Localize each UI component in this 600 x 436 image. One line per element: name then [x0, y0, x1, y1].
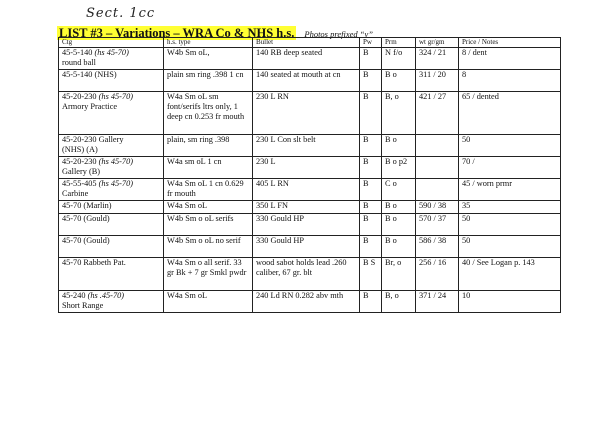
ctg-subline: Short Range — [62, 301, 104, 310]
cell-prm: B o — [382, 236, 416, 258]
cell-prm: B, o — [382, 92, 416, 135]
ctg-value: 45-55-405 — [62, 179, 97, 188]
cell-ctg — [59, 291, 164, 313]
ctg-value: 45-70 (Gould) — [62, 214, 110, 223]
cell-bullet: 230 L Con slt belt — [253, 135, 360, 157]
cell-notes: 65 / dented — [459, 92, 561, 135]
cell-bullet: 330 Gould HP — [253, 236, 360, 258]
ctg-subline: Carbine — [62, 189, 89, 198]
column-header-prm: Prm — [382, 38, 416, 48]
cell-wt: 256 / 16 — [416, 258, 459, 291]
cell-prm: B o — [382, 135, 416, 157]
column-header-wt: wt gr/gm — [416, 38, 459, 48]
cell-notes: 45 / worn prmr — [459, 179, 561, 201]
cell-ctg — [59, 179, 164, 201]
cell-pw: B — [360, 48, 382, 70]
handwritten-note: Sect. 1cc — [86, 6, 156, 21]
cell-prm: N f/o — [382, 48, 416, 70]
cell-prm: B o — [382, 214, 416, 236]
cell-hs-type: W4a Sm o all serif. 33 gr Bk + 7 gr Smkl pwdr — [164, 258, 253, 291]
cell-ctg — [59, 214, 164, 236]
cell-pw: B — [360, 157, 382, 179]
cell-bullet: wood sabot holds lead .260 caliber, 67 gr. blt — [253, 258, 360, 291]
cell-hs-type: plain, sm ring .398 — [164, 135, 253, 157]
cell-prm: B o — [382, 70, 416, 92]
ctg-value: 45-5-140 (NHS) — [62, 70, 117, 79]
table-row — [59, 48, 561, 70]
cell-notes: 70 / — [459, 157, 561, 179]
cell-ctg — [59, 201, 164, 214]
cell-prm: C o — [382, 179, 416, 201]
cell-bullet: 240 Ld RN 0.282 abv mth — [253, 291, 360, 313]
cell-ctg — [59, 236, 164, 258]
ctg-value: 45-20-230 — [62, 157, 97, 166]
ctg-value: 45-70 (Marlin) — [62, 201, 112, 210]
ctg-value: 45-70 Rabbeth Pat. — [62, 258, 126, 267]
cell-notes: 10 — [459, 291, 561, 313]
cell-prm: Br, o — [382, 258, 416, 291]
cell-hs-type: W4a Sm oL — [164, 201, 253, 214]
column-header-hs-type: h.s. type — [164, 38, 253, 48]
column-header-notes: Price / Notes — [459, 38, 561, 48]
cell-pw: B — [360, 179, 382, 201]
cell-ctg — [59, 135, 164, 157]
cell-pw: B — [360, 291, 382, 313]
table-row — [59, 179, 561, 201]
cell-ctg — [59, 48, 164, 70]
table-row — [59, 291, 561, 313]
cell-wt: 421 / 27 — [416, 92, 459, 135]
cell-wt: 311 / 20 — [416, 70, 459, 92]
ctg-note: (hs 45-70) — [98, 179, 133, 188]
cell-wt: 570 / 37 — [416, 214, 459, 236]
cell-bullet: 330 Gould HP — [253, 214, 360, 236]
ctg-value: 45-5-140 — [62, 48, 93, 57]
cell-pw: B — [360, 236, 382, 258]
cell-bullet: 230 L RN — [253, 92, 360, 135]
cell-wt: 371 / 24 — [416, 291, 459, 313]
cell-notes: 8 / dent — [459, 48, 561, 70]
variations-table — [58, 37, 561, 313]
cell-notes: 35 — [459, 201, 561, 214]
cell-wt: 324 / 21 — [416, 48, 459, 70]
cell-wt — [416, 135, 459, 157]
cell-hs-type: W4b Sm o oL serifs — [164, 214, 253, 236]
cell-prm: B o p2 — [382, 157, 416, 179]
cell-bullet: 230 L — [253, 157, 360, 179]
ctg-value: 45-240 — [62, 291, 86, 300]
cell-wt: 590 / 38 — [416, 201, 459, 214]
column-header-bullet: Bullet — [253, 38, 360, 48]
cell-wt: 586 / 38 — [416, 236, 459, 258]
cell-pw: B — [360, 92, 382, 135]
table-row — [59, 92, 561, 135]
table-row — [59, 135, 561, 157]
table-row — [59, 236, 561, 258]
table-row — [59, 201, 561, 214]
table-row — [59, 258, 561, 291]
table-row — [59, 70, 561, 92]
cell-ctg — [59, 157, 164, 179]
cell-prm: B o — [382, 201, 416, 214]
cell-hs-type: W4b Sm o oL no serif — [164, 236, 253, 258]
ctg-note: (hs 45-70) — [98, 92, 133, 101]
cell-pw: B — [360, 214, 382, 236]
cell-hs-type: W4a Sm oL 1 cn 0.629 fr mouth — [164, 179, 253, 201]
title-row — [57, 24, 557, 38]
cell-pw: B — [360, 201, 382, 214]
cell-ctg — [59, 70, 164, 92]
ctg-note: (hs 45-70) — [98, 157, 133, 166]
table-row — [59, 214, 561, 236]
cell-wt — [416, 157, 459, 179]
cell-hs-type: W4b Sm oL, — [164, 48, 253, 70]
cell-pw: B — [360, 70, 382, 92]
cell-hs-type: W4a Sm oL sm font/serifs ltrs only, 1 deep cn 0.253 fr mouth — [164, 92, 253, 135]
ctg-subline: (NHS) (A) — [62, 145, 98, 154]
cell-notes: 40 / See Logan p. 143 — [459, 258, 561, 291]
ctg-subline: Gallery (B) — [62, 167, 101, 176]
ctg-value: 45-20-230 — [62, 92, 97, 101]
column-header-pw: Pw — [360, 38, 382, 48]
cell-notes: 8 — [459, 70, 561, 92]
column-header-ctg: Ctg — [59, 38, 164, 48]
cell-notes: 50 — [459, 236, 561, 258]
page-subtitle: Photos prefixed “v” — [304, 29, 373, 39]
table-header-row — [59, 38, 561, 48]
page-title: LIST #3 – Variations – WRA Co & NHS h.s. — [59, 26, 295, 40]
ctg-subline: Armory Practice — [62, 102, 118, 111]
ctg-note: (hs .45-70) — [87, 291, 125, 300]
cell-hs-type: plain sm ring .398 1 cn — [164, 70, 253, 92]
cell-ctg — [59, 258, 164, 291]
ctg-note: (hs 45-70) — [94, 48, 129, 57]
ctg-value: 45-70 (Gould) — [62, 236, 110, 245]
cell-bullet: 405 L RN — [253, 179, 360, 201]
cell-prm: B, o — [382, 291, 416, 313]
cell-notes: 50 — [459, 214, 561, 236]
cell-ctg — [59, 92, 164, 135]
ctg-subline: round ball — [62, 58, 96, 67]
cell-notes: 50 — [459, 135, 561, 157]
cell-pw: B S — [360, 258, 382, 291]
cell-bullet: 350 L FN — [253, 201, 360, 214]
table-row — [59, 157, 561, 179]
cell-bullet: 140 RB deep seated — [253, 48, 360, 70]
ctg-value: 45-20-230 Gallery — [62, 135, 124, 144]
cell-wt — [416, 179, 459, 201]
cell-hs-type: W4a sm oL 1 cn — [164, 157, 253, 179]
cell-hs-type: W4a Sm oL — [164, 291, 253, 313]
cell-bullet: 140 seated at mouth at cn — [253, 70, 360, 92]
cell-pw: B — [360, 135, 382, 157]
